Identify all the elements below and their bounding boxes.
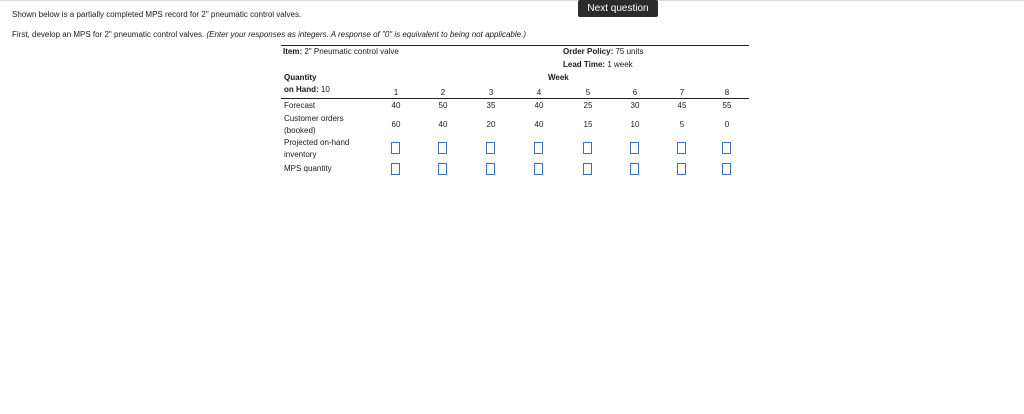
forecast-value: 50 (438, 101, 448, 110)
week-number: 6 (632, 88, 638, 97)
projected-input[interactable] (391, 142, 400, 154)
table-top-rule (281, 45, 749, 46)
forecast-label: Forecast (284, 101, 316, 110)
on-hand-value: 10 (320, 85, 330, 94)
projected-input[interactable] (722, 142, 731, 154)
projected-input[interactable] (534, 142, 543, 154)
week-number: 3 (488, 88, 494, 97)
projected-label: Projected on-hand (284, 138, 350, 147)
week-number: 5 (585, 88, 591, 97)
week-heading: Week (548, 73, 569, 82)
projected-input[interactable] (630, 142, 639, 154)
customer-orders-value: 40 (534, 120, 544, 129)
forecast-value: 45 (677, 101, 687, 110)
order-policy-field (563, 47, 644, 56)
customer-orders-label: Customer orders (284, 114, 344, 123)
item-label: Item: (283, 47, 303, 56)
mps-quantity-input[interactable] (438, 163, 447, 175)
projected-input[interactable] (583, 142, 592, 154)
forecast-value: 25 (583, 101, 593, 110)
intro-text: Shown below is a partially completed MPS record for 2" pneumatic control valves. (12, 10, 302, 19)
mps-quantity-input[interactable] (534, 163, 543, 175)
week-number: 2 (440, 88, 446, 97)
projected-sublabel: inventory (284, 150, 317, 159)
lead-time-value: 1 week (607, 60, 633, 69)
mps-quantity-input[interactable] (486, 163, 495, 175)
customer-orders-value: 5 (679, 120, 685, 129)
forecast-value: 40 (534, 101, 544, 110)
customer-orders-value: 40 (438, 120, 448, 129)
customer-orders-value: 10 (630, 120, 640, 129)
instructions-text (12, 30, 526, 39)
instructions-note: (Enter your responses as integers. A response of "0" is equivalent to being not applicable.) (206, 30, 526, 39)
forecast-value: 30 (630, 101, 640, 110)
customer-orders-value: 60 (391, 120, 401, 129)
week-number: 1 (393, 88, 399, 97)
lead-time-label: Lead Time: (563, 60, 606, 69)
on-hand-label: on Hand: (284, 85, 319, 94)
customer-orders-value: 20 (486, 120, 496, 129)
forecast-value: 40 (391, 101, 401, 110)
projected-input[interactable] (486, 142, 495, 154)
week-number: 7 (679, 88, 685, 97)
item-field (283, 47, 399, 56)
on-hand-field (284, 85, 330, 94)
projected-input[interactable] (677, 142, 686, 154)
customer-orders-sublabel: (booked) (284, 126, 316, 135)
top-border (0, 0, 1024, 1)
item-value: 2" Pneumatic control valve (304, 47, 399, 56)
customer-orders-value: 15 (583, 120, 593, 129)
forecast-value: 35 (486, 101, 496, 110)
mps-quantity-input[interactable] (391, 163, 400, 175)
mps-quantity-input[interactable] (583, 163, 592, 175)
header-bottom-rule (281, 98, 749, 99)
order-policy-value: 75 units (615, 47, 644, 56)
lead-time-field (563, 60, 633, 69)
forecast-value: 55 (722, 101, 732, 110)
order-policy-label: Order Policy: (563, 47, 614, 56)
mps-quantity-label: MPS quantity (284, 164, 332, 173)
instructions-lead: First, develop an MPS for 2" pneumatic control valves. (12, 30, 207, 39)
projected-input[interactable] (438, 142, 447, 154)
mps-quantity-input[interactable] (722, 163, 731, 175)
quantity-label: Quantity (284, 73, 317, 82)
week-number: 4 (536, 88, 542, 97)
week-number: 8 (724, 88, 730, 97)
mps-quantity-input[interactable] (677, 163, 686, 175)
customer-orders-value: 0 (724, 120, 730, 129)
next-question-button[interactable]: Next question (578, 0, 658, 17)
mps-quantity-input[interactable] (630, 163, 639, 175)
